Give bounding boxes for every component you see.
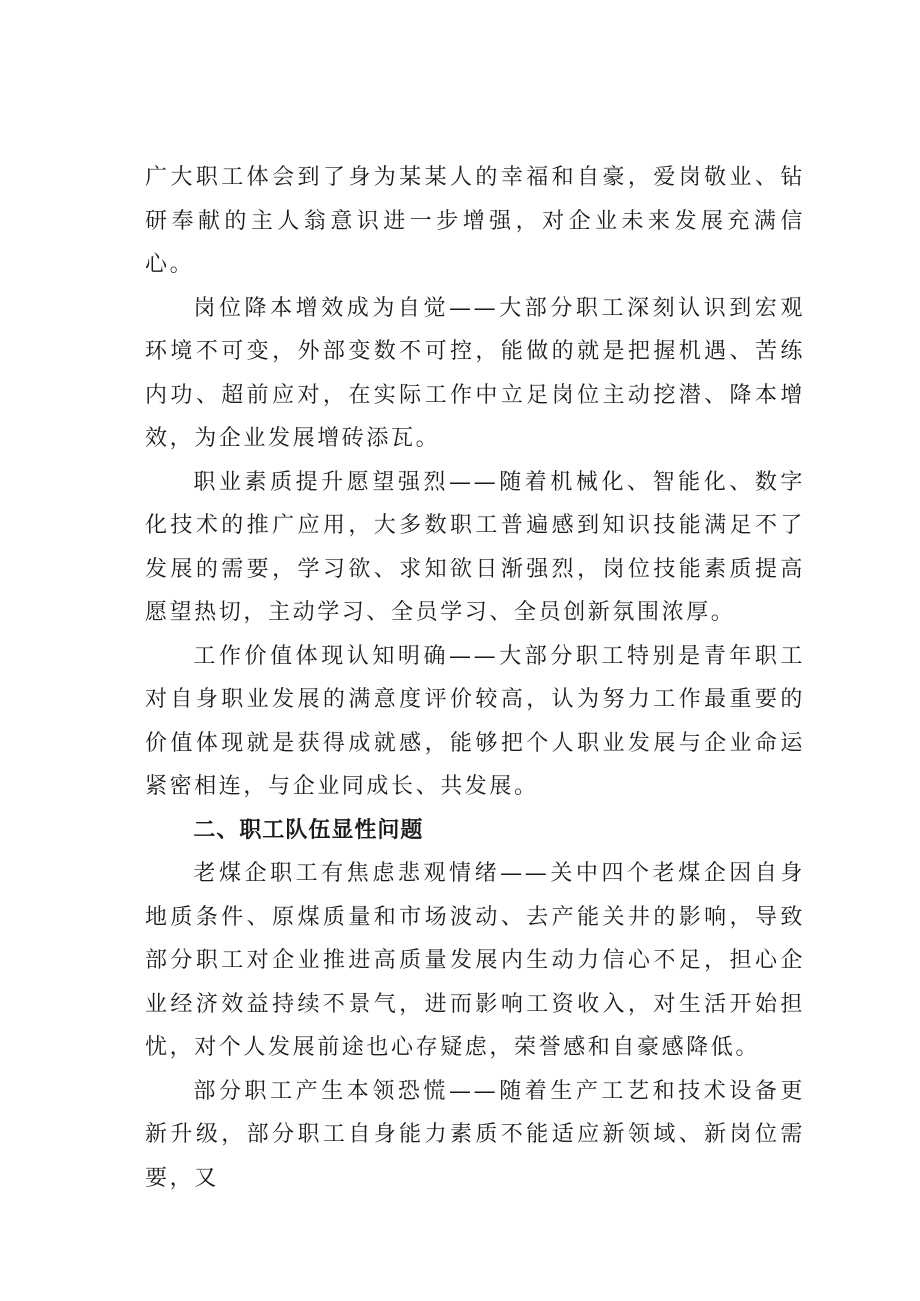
paragraph-work-value: 工作价值体现认知明确——大部分职工特别是青年职工对自身职业发展的满意度评价较高，认为努力工作最重要的价值体现就是获得成就感，能够把个人职业发展与企业命运紧密相连，与企业同成长、共发展。 (145, 643, 805, 799)
paragraph-cost-reduction: 岗位降本增效成为自觉——大部分职工深刻认识到宏观环境不可变，外部变数不可控，能做的就是把握机遇、苦练内功、超前应对，在实际工作中立足岗位主动挖潜、降本增效，为企业发展增砖添瓦。 (145, 295, 805, 451)
paragraph-continuation: 广大职工体会到了身为某某人的幸福和自豪，爱岗敬业、钻研奉献的主人翁意识进一步增强，对企业未来发展充满信心。 (145, 165, 805, 277)
document-page (145, 156, 805, 1200)
paragraph-skill-improvement: 职业素质提升愿望强烈——随着机械化、智能化、数字化技术的推广应用，大多数职工普遍感到知识技能满足不了发展的需要，学习欲、求知欲日渐强烈，岗位技能素质提高愿望热切，主动学习、全员学习、全员创新氛围浓厚。 (145, 469, 805, 625)
section-heading: 二、职工队伍显性问题 (193, 817, 424, 843)
paragraph-anxiety: 老煤企职工有焦虑悲观情绪——关中四个老煤企因自身地质条件、原煤质量和市场波动、去产能关井的影响，导致部分职工对企业推进高质量发展内生动力信心不足，担心企业经济效益持续不景气，进而影响工资收入，对生活开始担忧，对个人发展前途也心存疑虑，荣誉感和自豪感降低。 (145, 861, 805, 1060)
paragraph-skill-panic: 部分职工产生本领恐慌——随着生产工艺和技术设备更新升级，部分职工自身能力素质不能适应新领域、新岗位需要，又 (145, 1078, 805, 1191)
